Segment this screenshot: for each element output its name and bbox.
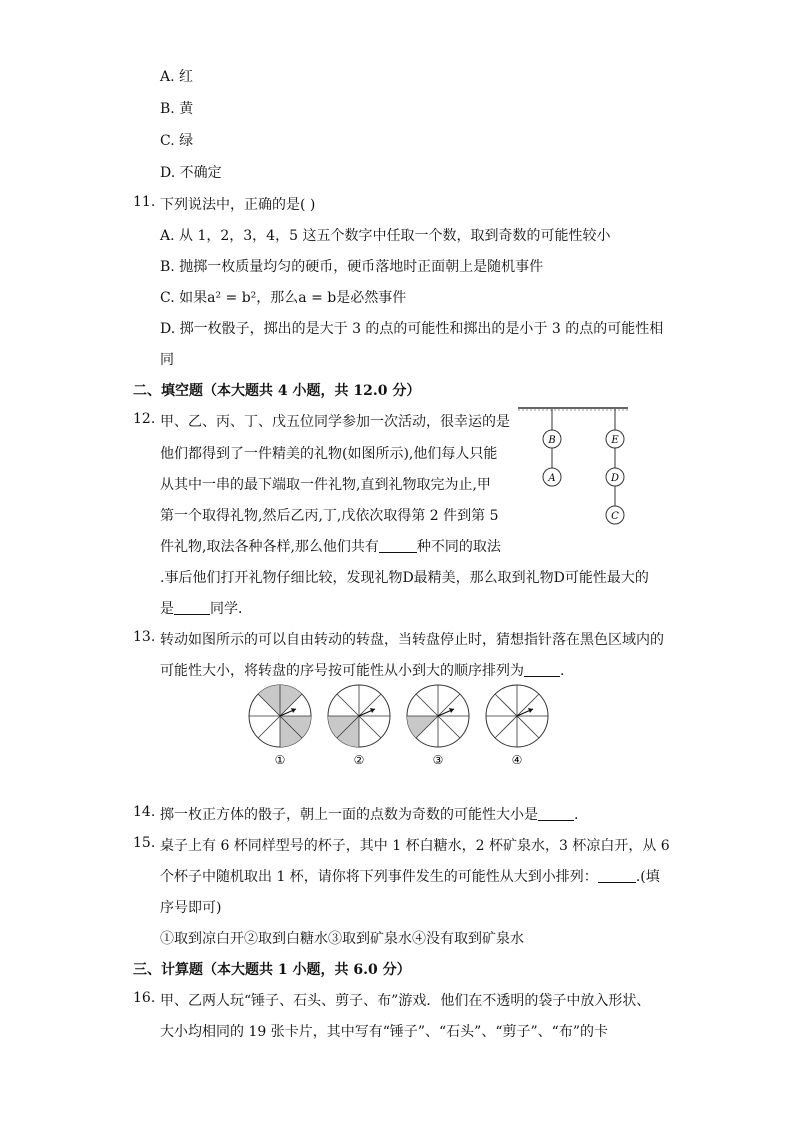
q14-number: 14. — [133, 804, 156, 820]
q12-line-1: 甲、乙、丙、丁、戊五位同学参加一次活动，很幸运的是 — [160, 414, 510, 430]
spinner-3 — [407, 685, 469, 747]
spinner-2-label: ② — [353, 753, 365, 767]
q15-number: 15. — [133, 835, 156, 851]
spinner-2 — [328, 685, 390, 747]
q14-text: 掷一枚正方体的骰子，朝上一面的点数为奇数的可能性大小是 — [160, 807, 538, 823]
q15-line-2 — [160, 866, 660, 886]
q10-option-c: C. 绿 — [160, 133, 194, 149]
q12-line-7-b: 同学． — [210, 601, 252, 617]
q16-line-2: 大小均相同的 19 张卡片，其中写有“锤子”、“石头”、“剪子”、“布”的卡 — [160, 1024, 608, 1040]
q12-line-7 — [160, 598, 252, 618]
q11-number: 11. — [133, 194, 156, 210]
spinner-1 — [249, 685, 311, 747]
q12-blank-2 — [174, 600, 210, 615]
q13-number: 13. — [133, 629, 156, 645]
q13-line-2-a: 可能性大小，将转盘的序号按可能性从小到大的顺序排列为 — [160, 663, 524, 679]
gift-c-label: C — [611, 511, 619, 522]
gift-a-label: A — [548, 473, 556, 484]
q15-line-4: ①取到凉白开②取到白糖水③取到矿泉水④没有取到矿泉水 — [160, 931, 524, 947]
q11-option-a: A. 从 1，2，3，4，5 这五个数字中任取一个数，取到奇数的可能性较小 — [160, 228, 611, 244]
q12-line-5-a: 件礼物,取法各种各样,那么他们共有 — [160, 539, 379, 555]
q11-option-d: D. 掷一枚骰子，掷出的是大于 3 的点的可能性和掷出的是小于 3 的点的可能性相 — [160, 321, 664, 337]
q15-line-2-b: .(填 — [635, 869, 660, 885]
q15-line-1: 桌子上有 6 杯同样型号的杯子，其中 1 杯白糖水，2 杯矿泉水，3 杯凉白开，从 6 — [160, 838, 670, 854]
q12-line-2: 他们都得到了一件精美的礼物(如图所示),他们每人只能 — [160, 446, 498, 462]
q12-line-6: .事后他们打开礼物仔细比较，发现礼物D最精美，那么取到礼物D可能性最大的 — [160, 570, 649, 586]
q12-line-5-b: 种不同的取法 — [416, 539, 501, 555]
gift-strings-figure — [518, 404, 630, 530]
q14-blank — [538, 806, 574, 821]
q11-option-d-cont: 同 — [160, 352, 174, 368]
q13-line-2 — [160, 660, 564, 680]
q15-line-2-a: 个杯子中随机取出 1 杯，请你将下列事件发生的可能性从大到小排列： — [160, 869, 598, 885]
q15-blank — [598, 868, 636, 883]
q16-line-1: 甲、乙两人玩“锤子、石头、剪子、布”游戏．他们在不透明的袋子中放入形状、 — [160, 993, 651, 1009]
section-3-heading: 三、计算题（本大题共 1 小题，共 6.0 分） — [133, 962, 411, 978]
q15-line-3: 序号即可) — [160, 900, 222, 916]
spinner-4-label: ④ — [511, 753, 523, 767]
q12-line-5 — [160, 536, 501, 556]
q14-end: . — [574, 807, 579, 823]
q12-number: 12. — [133, 411, 156, 427]
q13-blank — [524, 662, 560, 677]
q12-line-7-a: 是 — [160, 601, 174, 617]
q11-option-b: B. 抛掷一枚质量均匀的硬币，硬币落地时正面朝上是随机事件 — [160, 259, 544, 275]
q10-option-b: B. 黄 — [160, 101, 194, 117]
q12-line-3: 从其中一串的最下端取一件礼物,直到礼物取完为止,甲 — [160, 477, 491, 493]
q12-line-4: 第一个取得礼物,然后乙丙,丁,戊依次取得第 2 件到第 5 — [160, 508, 499, 524]
q14-line — [160, 804, 578, 824]
spinners-figure — [240, 684, 560, 768]
spinner-4 — [486, 685, 548, 747]
gift-e-label: E — [611, 435, 619, 446]
q11-stem: 下列说法中，正确的是( ) — [160, 197, 316, 213]
q12-blank-1 — [379, 538, 417, 553]
q10-option-d: D. 不确定 — [160, 165, 222, 181]
q13-line-2-b: . — [560, 663, 565, 679]
q16-number: 16. — [133, 990, 156, 1006]
gift-b-label: B — [548, 435, 556, 446]
section-2-heading: 二、填空题（本大题共 4 小题，共 12.0 分） — [133, 383, 421, 399]
q11-option-c: C. 如果a² = b²，那么a = b是必然事件 — [160, 290, 407, 306]
gift-d-label: D — [610, 473, 620, 484]
spinner-3-label: ③ — [432, 753, 444, 767]
q10-option-a: A. 红 — [160, 69, 194, 85]
spinner-1-label: ① — [274, 753, 286, 767]
q13-line-1: 转动如图所示的可以自由转动的转盘，当转盘停止时，猜想指针落在黑色区域内的 — [160, 632, 664, 648]
